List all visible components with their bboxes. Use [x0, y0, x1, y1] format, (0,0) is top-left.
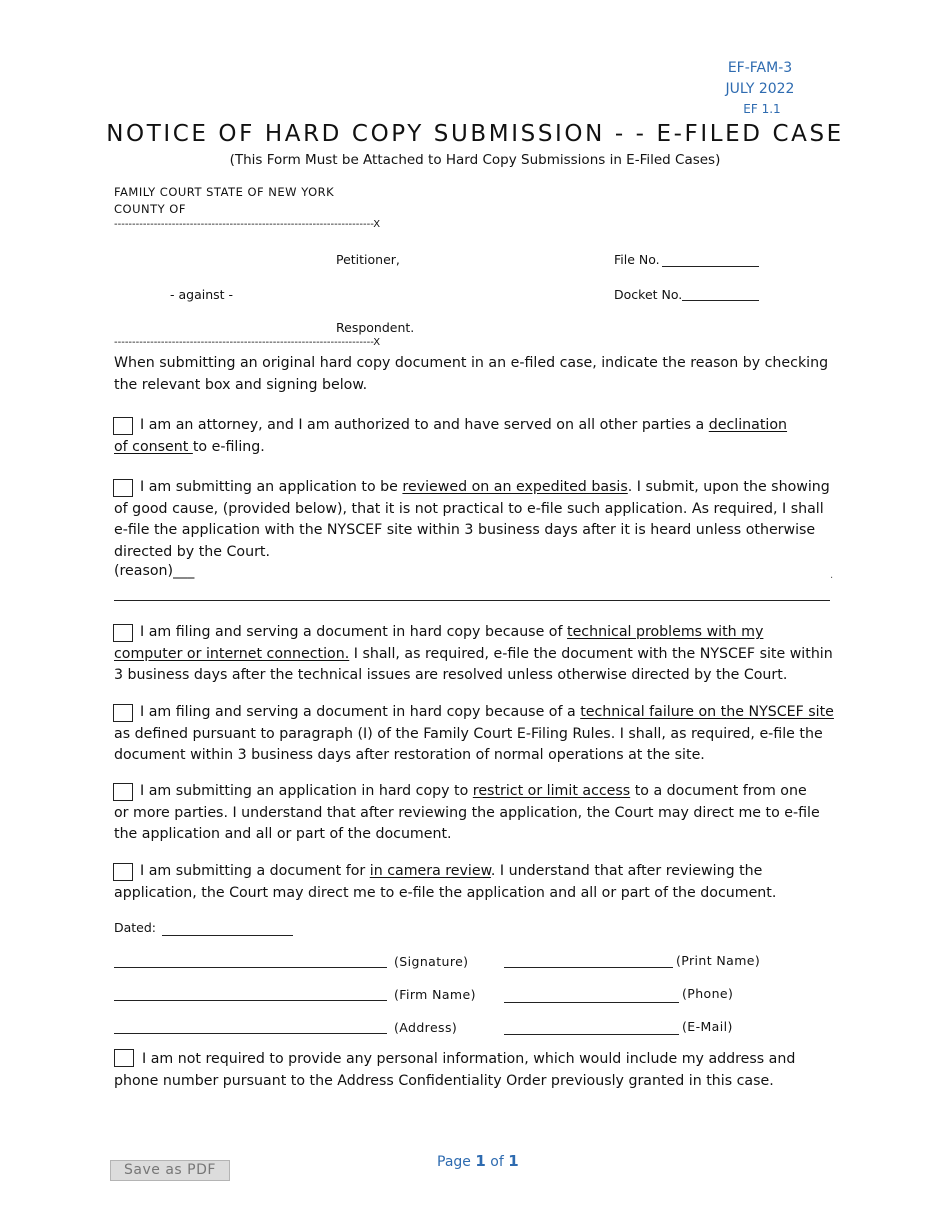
phone-label: (Phone) [682, 986, 734, 1001]
page-indicator: Page 1 of 1 [437, 1152, 519, 1170]
option-in-camera-review: I am submitting a document for in camera review. I understand that after reviewing the application, the Court may direct me to e-file the application and all or part of the document. [114, 863, 777, 901]
intro-text: When submitting an original hard copy document in an e-filed case, indicate the reason by checking the relevant box and signing below. [114, 355, 829, 393]
page-title: NOTICE OF HARD COPY SUBMISSION - - E-FILED CASE [106, 121, 844, 147]
dated-label: Dated: [114, 920, 157, 935]
option-nyscef-failure: I am filing and serving a document in hard copy because of a technical failure on the NYSCEF site as defined pursuant to paragraph (I) of the Family Court E-Filing Rules. I shall, as required, e-file the document within 3 business days after restoration of normal operations at the site. [114, 704, 834, 763]
dated-field[interactable] [162, 935, 293, 936]
signature-label: (Signature) [394, 954, 469, 969]
file-no-label: File No. [614, 252, 660, 267]
confidentiality-text: I am not required to provide any personal information, which would include my address and phone number pursuant to the Address Confidentiality Order previously granted in this case. [114, 1051, 796, 1089]
form-date: JULY 2022 [725, 81, 795, 97]
signature-field[interactable] [114, 967, 387, 968]
respondent-label: Respondent. [336, 320, 415, 335]
save-as-pdf-button[interactable]: Save as PDF [110, 1160, 230, 1181]
email-field[interactable] [504, 1034, 679, 1035]
page-subtitle: (This Form Must be Attached to Hard Copy Submissions in E-Filed Cases) [229, 152, 721, 168]
court-name: FAMILY COURT STATE OF NEW YORK [114, 185, 335, 199]
phone-field[interactable] [504, 1002, 679, 1003]
print-name-label: (Print Name) [676, 953, 761, 968]
print-name-field[interactable] [504, 967, 673, 968]
caption-divider-bottom: ------------------------------------------------------------------------X [114, 337, 381, 348]
option-attorney-declination: I am an attorney, and I am authorized to and have served on all other parties a declination of consent to e-filing. [114, 417, 788, 455]
caption-divider-top: ------------------------------------------------------------------------X [114, 219, 381, 230]
county-label: COUNTY OF [114, 202, 186, 216]
reason-field[interactable] [114, 600, 830, 601]
form-version: EF 1.1 [743, 102, 781, 116]
option-restrict-access: I am submitting an application in hard copy to restrict or limit access to a document from one or more parties. I understand that after reviewing the application, the Court may direct me to e-file the application and all or part of the document. [114, 783, 820, 842]
email-label: (E-Mail) [682, 1019, 733, 1034]
address-field[interactable] [114, 1033, 387, 1034]
option-expedited-review: I am submitting an application to be reviewed on an expedited basis. I submit, upon the showing of good cause, (provided below), that it is not practical to e-file such application. As required, I shall e-file the application with the NYSCEF site within 3 business days after it is heard unless otherwise directed by the Court. [114, 479, 830, 560]
petitioner-label: Petitioner, [336, 252, 400, 267]
file-no-field[interactable] [662, 266, 759, 267]
firm-name-field[interactable] [114, 1000, 387, 1001]
address-label: (Address) [394, 1020, 458, 1035]
docket-no-label: Docket No. [614, 287, 683, 302]
firm-name-label: (Firm Name) [394, 987, 476, 1002]
reason-dot: . [830, 570, 834, 581]
against-label: - against - [170, 287, 234, 302]
docket-no-field[interactable] [682, 300, 759, 301]
reason-label: (reason)___ [114, 563, 195, 579]
option-technical-problems: I am filing and serving a document in hard copy because of technical problems with my computer or internet connection. I shall, as required, e-file the document with the NYSCEF site within 3 business days after the technical issues are resolved unless otherwise directed by the Court. [114, 624, 833, 683]
form-code: EF-FAM-3 [727, 60, 793, 76]
